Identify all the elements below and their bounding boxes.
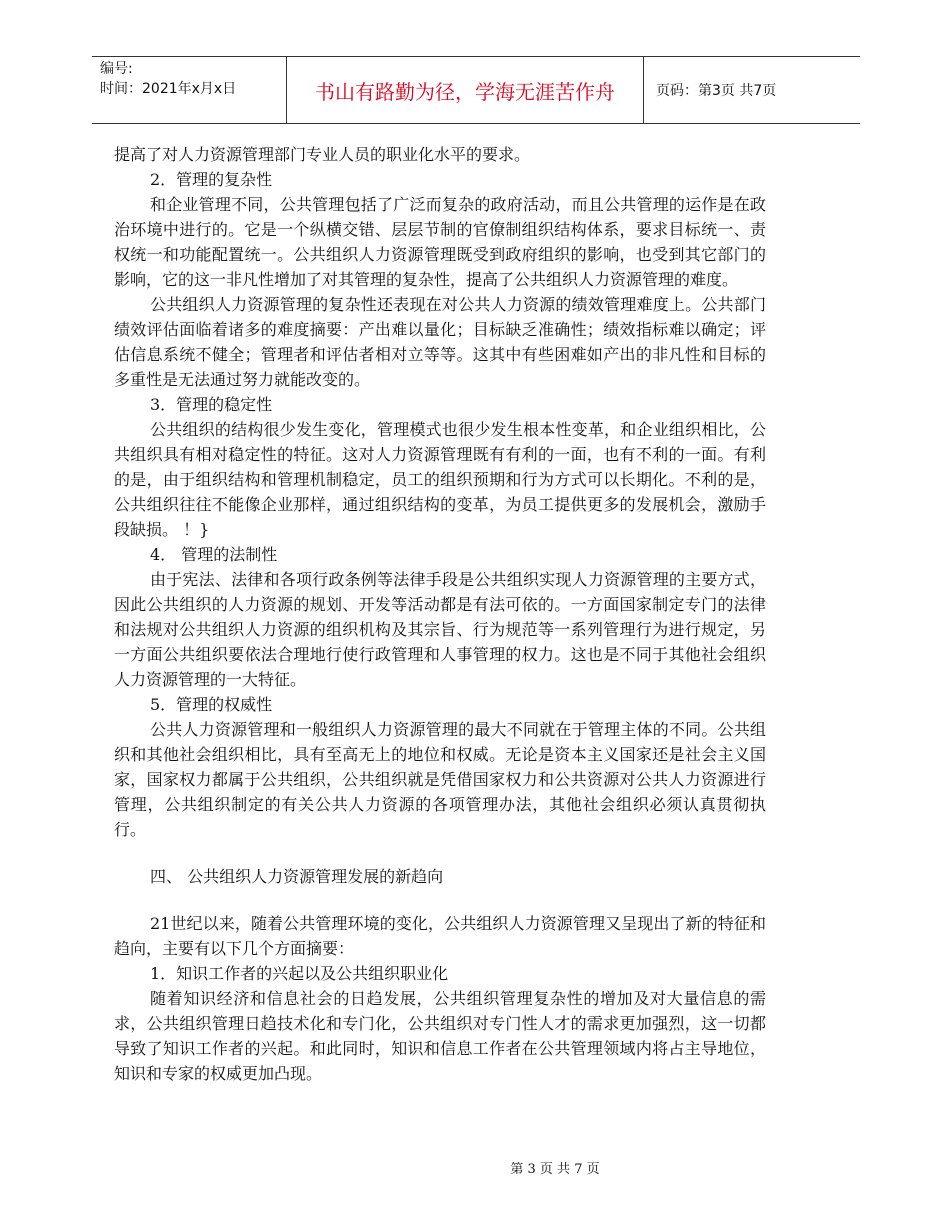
- section-heading: 5．管理的权威性: [150, 695, 273, 714]
- header-meta: [100, 59, 286, 99]
- section-heading: 4． 管理的法制性: [150, 545, 278, 564]
- body-paragraph: 提高了对人力资源管理部门专业人员的职业化水平的要求。: [114, 145, 531, 164]
- body-paragraph: 随着知识经济和信息社会的日趋发展，公共组织管理复杂性的增加及对大量信息的需求，公共组织管理日趋技术化和专门化，公共组织对专门性人才的需求更加强烈，这一切都导致了知识工作者的兴起。和此同时，知识和信息工作者在公共管理领域内将占主导地位，知识和专家的权威更加凸现。: [114, 989, 766, 1083]
- body-paragraph: 由于宪法、法律和各项行政条例等法律手段是公共组织实现人力资源管理的主要方式，因此公共组织的人力资源的规划、开发等活动都是有法可依的。一方面国家制定专门的法律和法规对公共组织人力资源的组织机构及其宗旨、行为规范等一系列管理行为进行规定，另一方面公共组织要依法合理地行使行政管理和人事管理的权力。这也是不同于其他社会组织人力资源管理的一大特征。: [114, 570, 766, 689]
- body-paragraph: 公共组织的结构很少发生变化，管理模式也很少发生根本性变革，和企业组织相比，公共组织具有相对稳定性的特征。这对人力资源管理既有有利的一面，也有不利的一面。有利的是，由于组织结构和管理机制稳定，员工的组织预期和行为方式可以长期化。不利的是，公共组织往往不能像企业那样，通过组织结构的变革，为员工提供更多的发展机会，激励手段缺损。 ！}: [114, 420, 766, 539]
- body-paragraph: 和企业管理不同，公共管理包括了广泛而复杂的政府活动，而且公共管理的运作是在政治环境中进行的。它是一个纵横交错、层层节制的官僚制组织结构体系，要求目标统一、责权统一和功能配置统一。公共组织人力资源管理既受到政府组织的影响，也受到其它部门的影响，它的这一非凡性增加了对其管理的复杂性，提高了公共组织人力资源管理的难度。: [114, 195, 766, 289]
- body-paragraph: 公共人力资源管理和一般组织人力资源管理的最大不同就在于管理主体的不同。公共组织和其他社会组织相比，具有至高无上的地位和权威。无论是资本主义国家还是社会主义国家，国家权力都属于公共组织，公共组织就是凭借国家权力和公共资源对公共人力资源进行管理，公共组织制定的有关公共人力资源的各项管理办法，其他社会组织必须认真贯彻执行。: [114, 720, 766, 839]
- chapter-heading: 四、 公共组织人力资源管理发展的新趋向: [150, 867, 444, 886]
- header-motto: 书山有路勤为径，学海无涯苦作舟: [286, 57, 644, 123]
- time-label: 时间：2021年x月x日: [100, 81, 237, 97]
- body-paragraph: 21世纪以来，随着公共管理环境的变化，公共组织人力资源管理又呈现出了新的特征和趋向，主要有以下几个方面摘要：: [114, 914, 766, 958]
- page-header: [92, 56, 860, 124]
- header-page-info: 页码：第3页 共7页: [656, 83, 777, 99]
- section-heading: 2．管理的复杂性: [150, 170, 273, 189]
- document-body: [114, 142, 766, 1086]
- section-heading: 3．管理的稳定性: [150, 395, 273, 414]
- section-heading: 1．知识工作者的兴起以及公共组织职业化: [150, 964, 449, 983]
- page-footer: 第 3 页 共 7 页: [510, 1162, 600, 1177]
- number-label: 编号:: [100, 61, 133, 77]
- body-paragraph: 公共组织人力资源管理的复杂性还表现在对公共人力资源的绩效管理难度上。公共部门绩效评估面临着诸多的难度摘要：产出难以量化；目标缺乏准确性；绩效指标难以确定；评估信息系统不健全；管理者和评估者相对立等等。这其中有些困难如产出的非凡性和目标的多重性是无法通过努力就能改变的。: [114, 295, 766, 389]
